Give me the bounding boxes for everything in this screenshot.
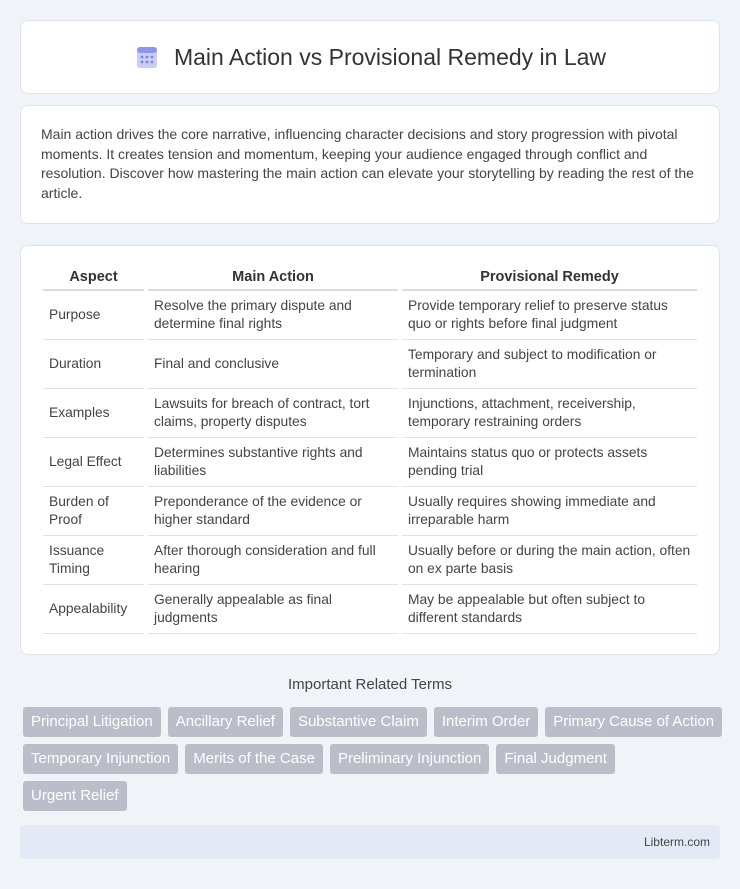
provisional-remedy-cell: Provide temporary relief to preserve status quo or rights before final judgment <box>402 291 697 340</box>
related-term-tag[interactable]: Substantive Claim <box>290 707 427 737</box>
comparison-table <box>39 265 701 634</box>
table-row <box>43 438 697 487</box>
table-row <box>43 389 697 438</box>
table-row <box>43 536 697 585</box>
table-row <box>43 340 697 389</box>
provisional-remedy-cell: Temporary and subject to modification or termination <box>402 340 697 389</box>
related-term-tag[interactable]: Urgent Relief <box>23 781 127 811</box>
related-terms-list <box>23 707 723 811</box>
related-term-tag[interactable]: Final Judgment <box>496 744 615 774</box>
related-term-tag[interactable]: Ancillary Relief <box>168 707 283 737</box>
related-terms-title: Important Related Terms <box>288 676 452 693</box>
main-action-cell: Resolve the primary dispute and determine final rights <box>148 291 398 340</box>
related-term-tag[interactable]: Merits of the Case <box>185 744 323 774</box>
aspect-cell: Examples <box>43 389 144 438</box>
related-term-tag[interactable]: Primary Cause of Action <box>545 707 722 737</box>
provisional-remedy-cell: May be appealable but often subject to different standards <box>402 585 697 634</box>
related-term-tag[interactable]: Preliminary Injunction <box>330 744 489 774</box>
header-main-action: Main Action <box>148 265 398 291</box>
header-card <box>20 20 720 94</box>
main-action-cell: After thorough consideration and full hearing <box>148 536 398 585</box>
table-header-row <box>43 265 697 291</box>
footer-site-link[interactable]: Libterm.com <box>643 835 710 849</box>
main-action-cell: Final and conclusive <box>148 340 398 389</box>
aspect-cell: Appealability <box>43 585 144 634</box>
header-provisional-remedy: Provisional Remedy <box>402 265 697 291</box>
provisional-remedy-cell: Usually before or during the main action, often on ex parte basis <box>402 536 697 585</box>
related-term-tag[interactable]: Temporary Injunction <box>23 744 178 774</box>
aspect-cell: Purpose <box>43 291 144 340</box>
provisional-remedy-cell: Injunctions, attachment, receivership, temporary restraining orders <box>402 389 697 438</box>
aspect-cell: Issuance Timing <box>43 536 144 585</box>
aspect-cell: Burden of Proof <box>43 487 144 536</box>
related-term-tag[interactable]: Principal Litigation <box>23 707 161 737</box>
main-action-cell: Generally appealable as final judgments <box>148 585 398 634</box>
comparison-table-card <box>20 245 720 655</box>
provisional-remedy-cell: Usually requires showing immediate and irreparable harm <box>402 487 697 536</box>
provisional-remedy-cell: Maintains status quo or protects assets pending trial <box>402 438 697 487</box>
main-action-cell: Determines substantive rights and liabilities <box>148 438 398 487</box>
main-action-cell: Preponderance of the evidence or higher standard <box>148 487 398 536</box>
main-action-cell: Lawsuits for breach of contract, tort claims, property disputes <box>148 389 398 438</box>
document-grid-icon <box>134 44 160 70</box>
aspect-cell: Duration <box>43 340 144 389</box>
aspect-cell: Legal Effect <box>43 438 144 487</box>
intro-text: Main action drives the core narrative, influencing character decisions and story progression with pivotal moments. It creates tension and momentum, keeping your audience engaged through conflict and resolution. Discover how mastering the main action can elevate your storytelling by reading the rest of the article. <box>41 126 694 201</box>
table-row <box>43 291 697 340</box>
footer-bar <box>20 825 720 859</box>
table-row <box>43 487 697 536</box>
header-aspect: Aspect <box>43 265 144 291</box>
table-row <box>43 585 697 634</box>
page-title: Main Action vs Provisional Remedy in Law <box>173 43 607 70</box>
related-term-tag[interactable]: Interim Order <box>434 707 538 737</box>
intro-card <box>20 105 720 224</box>
